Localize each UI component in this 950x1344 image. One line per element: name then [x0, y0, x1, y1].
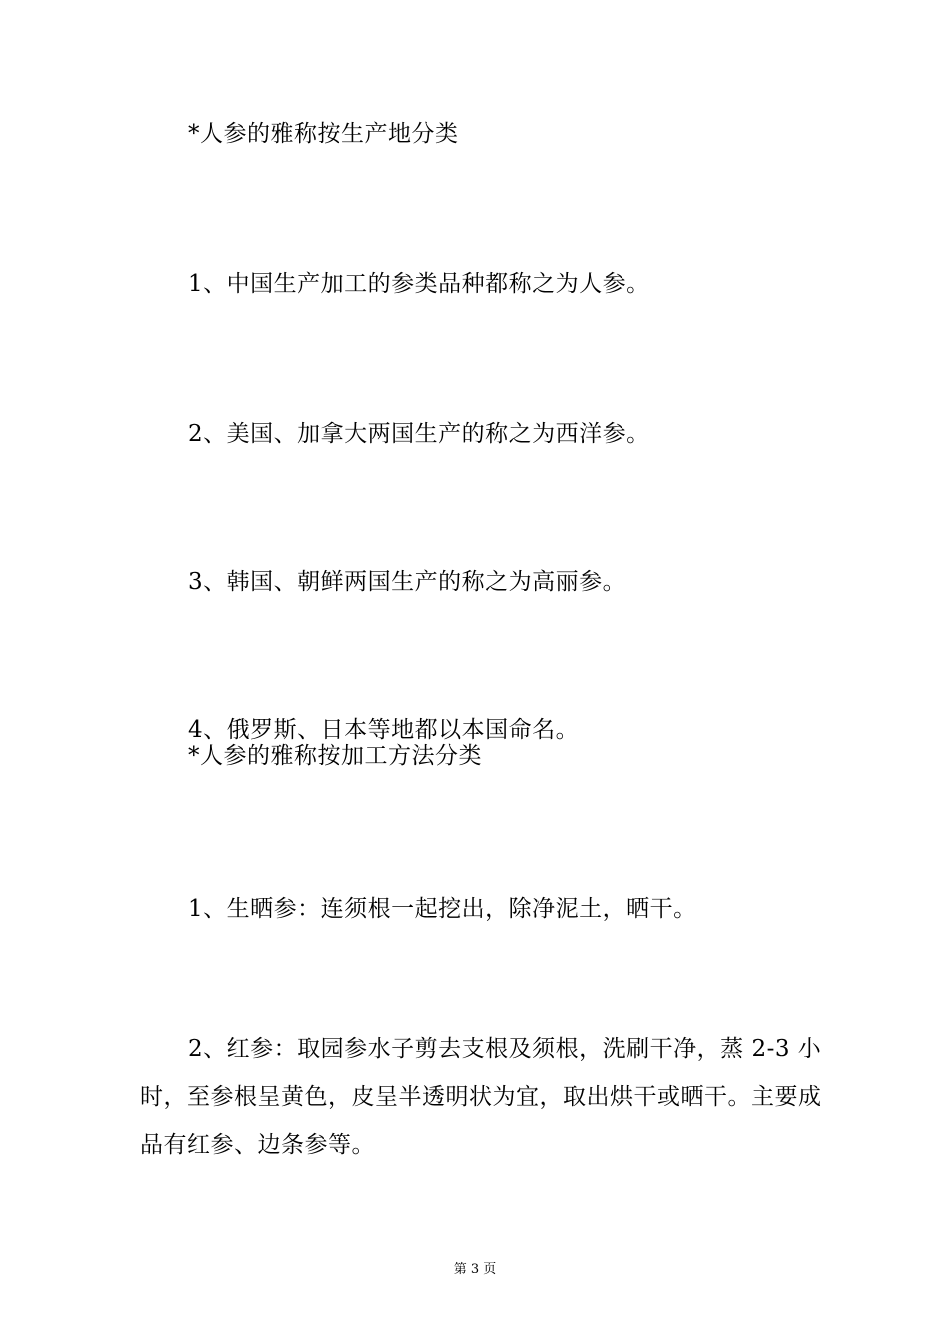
paragraph-origin-1: 1、中国生产加工的参类品种都称之为人参。	[188, 271, 650, 297]
paragraph-processing-2-line-2: 时，至参根呈黄色，皮呈半透明状为宜，取出烘干或晒干。主要成	[140, 1084, 822, 1110]
paragraph-origin-3: 3、韩国、朝鲜两国生产的称之为高丽参。	[188, 569, 627, 595]
paragraph-processing-1: 1、生晒参：连须根一起挖出，除净泥土，晒干。	[188, 896, 697, 922]
section-heading-origin: *人参的雅称按生产地分类	[188, 121, 459, 147]
paragraph-origin-2: 2、美国、加拿大两国生产的称之为西洋参。	[188, 421, 650, 447]
paragraph-processing-2-line-1: 2、红参：取园参水子剪去支根及须根，洗刷干净，蒸 2-3 小	[188, 1036, 822, 1062]
paragraph-origin-4: 4、俄罗斯、日本等地都以本国命名。	[188, 717, 580, 743]
section-heading-processing: *人参的雅称按加工方法分类	[188, 743, 482, 769]
page-number: 第 3 页	[453, 1262, 497, 1277]
paragraph-processing-2-line-3: 品有红参、边条参等。	[140, 1132, 375, 1158]
